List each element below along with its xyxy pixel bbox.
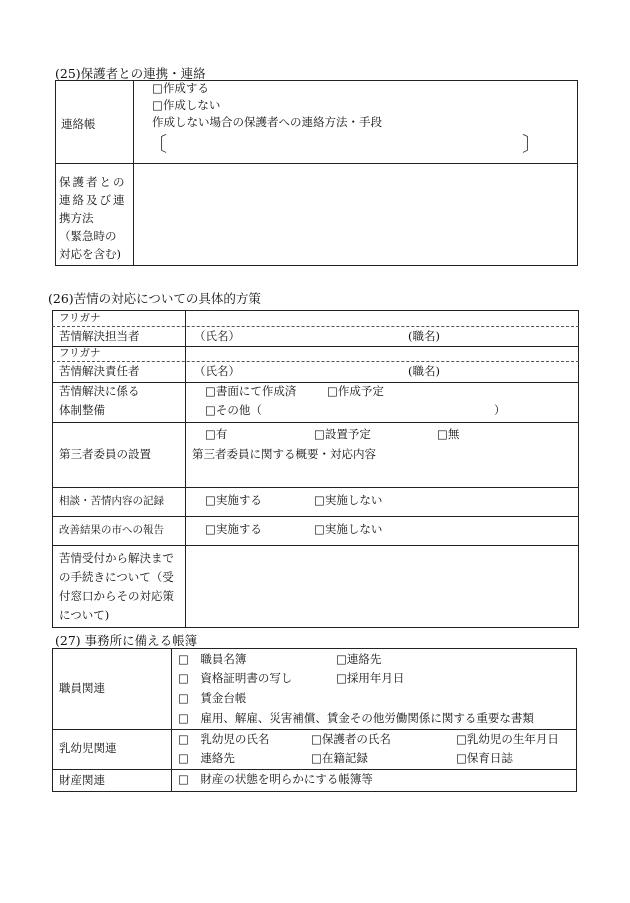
checkbox-shokuin-saiyou[interactable]: □採用年月日 xyxy=(336,671,405,685)
taisei-label-1: 苦情解決に係る xyxy=(59,384,140,398)
cooperation-label-2: 連絡及び連 xyxy=(59,193,127,207)
row-divider xyxy=(52,769,577,770)
tetsuzuki-label-1: 苦情受付から解決まで xyxy=(59,551,174,565)
checkbox-nyuyouji-hoiku[interactable]: □保育日誌 xyxy=(456,751,513,765)
checkbox-zaisan[interactable]: □ 財産の状態を明らかにする帳簿等 xyxy=(178,772,373,786)
checkbox-shokuin-shikaku[interactable]: □ 資格証明書の写し xyxy=(178,671,293,685)
checkbox-nyuyouji-renrakusaki[interactable]: □ 連絡先 xyxy=(178,751,235,765)
tantousha-post-field[interactable]: (職名) xyxy=(408,329,440,343)
tetsuzuki-label-3: 付窓口からその対応策 xyxy=(59,589,174,603)
zaisan-label: 財産関連 xyxy=(59,773,105,787)
tetsuzuki-label-4: について) xyxy=(59,608,110,622)
checkbox-shomen[interactable]: □書面にて作成済 xyxy=(205,384,297,398)
shokuin-label: 職員関連 xyxy=(59,681,105,695)
row-divider xyxy=(52,729,577,730)
checkbox-kaizen-not-jisshi[interactable]: □実施しない xyxy=(314,522,383,536)
furigana-label: フリガナ xyxy=(59,312,101,324)
renrakucho-label: 連絡帳 xyxy=(61,117,96,131)
sekininsha-name-field[interactable]: （氏名） xyxy=(194,364,240,378)
row-divider xyxy=(52,346,579,347)
checkbox-soudan-not-jisshi[interactable]: □実施しない xyxy=(314,493,383,507)
row-divider xyxy=(52,545,579,546)
checkbox-shokuin-renrakusaki[interactable]: □連絡先 xyxy=(336,652,382,666)
checkbox-sonota[interactable]: □その他（ xyxy=(205,403,262,417)
checkbox-create[interactable]: □作成する xyxy=(152,81,209,95)
furigana-label: フリガナ xyxy=(59,347,101,359)
dash-divider xyxy=(52,326,579,327)
checkbox-not-create[interactable]: □作成しない xyxy=(152,98,221,112)
row-divider xyxy=(52,516,579,517)
bracket-left: 〔 xyxy=(147,132,167,156)
cooperation-label-3: 携方法 xyxy=(59,211,94,225)
tetsuzuki-label-2: の手続きについて（受 xyxy=(59,570,174,584)
section-27-title: (27) 事務所に備える帳簿 xyxy=(55,633,198,648)
column-divider xyxy=(133,80,134,266)
checkbox-nyuyouji-hogosha[interactable]: □保護者の氏名 xyxy=(311,732,391,746)
column-divider xyxy=(171,648,172,792)
nyuyouji-label: 乳幼児関連 xyxy=(59,741,117,755)
cooperation-label-5: 対応を含む) xyxy=(59,247,121,261)
checkbox-nyuyouji-seinengappi[interactable]: □乳幼児の生年月日 xyxy=(456,732,559,746)
checkbox-shokuin-koyou[interactable]: □ 雇用、解雇、災害補償、賃金その他労働関係に関する重要な書類 xyxy=(178,711,534,725)
checkbox-shokuin-chingin[interactable]: □ 賃金台帳 xyxy=(178,691,247,705)
paren-close: ） xyxy=(494,403,506,417)
checkbox-mu[interactable]: □無 xyxy=(437,427,460,441)
checkbox-yu[interactable]: □有 xyxy=(205,427,228,441)
row-divider xyxy=(52,382,579,383)
method-prompt: 作成しない場合の保護者への連絡方法・手段 xyxy=(152,115,382,129)
kaizen-label: 改善結果の市への報告 xyxy=(59,524,164,536)
row-divider xyxy=(52,422,579,423)
checkbox-nyuyouji-shimei[interactable]: □ 乳幼児の氏名 xyxy=(178,732,270,746)
checkbox-yotei[interactable]: □作成予定 xyxy=(327,384,384,398)
checkbox-setchi-yotei[interactable]: □設置予定 xyxy=(314,427,371,441)
cooperation-label-4: （緊急時の xyxy=(59,229,117,243)
dash-divider xyxy=(52,361,579,362)
tantousha-name-field[interactable]: （氏名） xyxy=(194,329,240,343)
sekininsha-label: 苦情解決責任者 xyxy=(59,364,140,378)
daisansha-desc: 第三者委員に関する概要・対応内容 xyxy=(192,447,376,461)
soudan-label: 相談・苦情内容の記録 xyxy=(59,495,164,507)
checkbox-kaizen-jisshi[interactable]: □実施する xyxy=(205,522,262,536)
row-divider xyxy=(52,487,579,488)
column-divider xyxy=(185,310,186,628)
tantousha-label: 苦情解決担当者 xyxy=(59,329,140,343)
checkbox-soudan-jisshi[interactable]: □実施する xyxy=(205,493,262,507)
section-26-title: (26)苦情の対応についての具体的方策 xyxy=(48,291,261,306)
section-25-title: (25)保護者との連携・連絡 xyxy=(55,66,206,81)
checkbox-shokuin-meibo[interactable]: □ 職員名簿 xyxy=(178,652,247,666)
bracket-right: 〕 xyxy=(522,132,542,156)
daisansha-label: 第三者委員の設置 xyxy=(59,447,151,461)
sekininsha-post-field[interactable]: (職名) xyxy=(408,364,440,378)
cooperation-label-1: 保護者との xyxy=(59,175,127,189)
taisei-label-2: 体制整備 xyxy=(59,403,105,417)
checkbox-nyuyouji-zaiseki[interactable]: □在籍記録 xyxy=(311,751,368,765)
